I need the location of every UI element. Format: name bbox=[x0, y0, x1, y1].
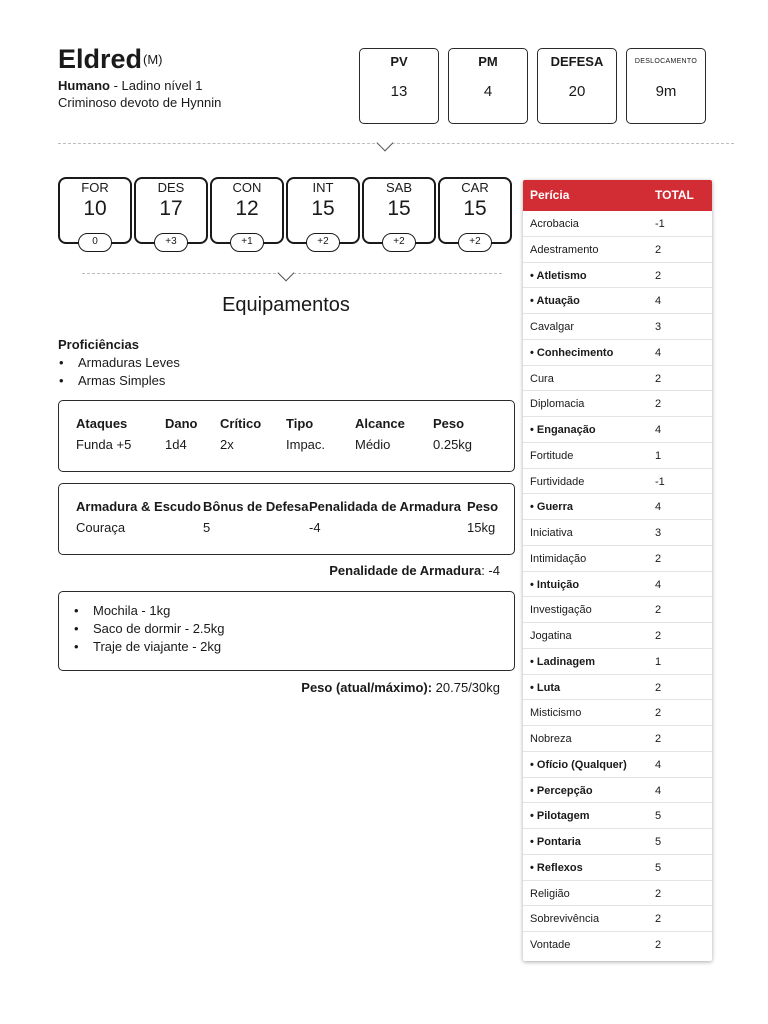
skill-name: • Luta bbox=[530, 681, 561, 694]
attribute-modifier: +1 bbox=[230, 233, 264, 252]
stat-label: PM bbox=[478, 54, 498, 69]
skill-row bbox=[523, 469, 712, 495]
stat-box-pv bbox=[359, 48, 439, 124]
skill-total: 4 bbox=[655, 758, 662, 771]
item-entry: • Mochila - 1kg bbox=[73, 602, 225, 620]
skill-total: 5 bbox=[655, 810, 662, 823]
armor-header-bonus: Bônus de Defesa bbox=[203, 499, 309, 514]
skill-total: 4 bbox=[655, 295, 662, 308]
skill-row bbox=[523, 829, 712, 855]
header-divider bbox=[58, 143, 734, 144]
character-name: Eldred bbox=[58, 44, 143, 74]
skills-rows bbox=[523, 211, 712, 958]
attribute-label: CON bbox=[232, 180, 262, 195]
skill-total: 4 bbox=[655, 346, 662, 359]
skill-total: 2 bbox=[655, 604, 662, 617]
stat-value: 20 bbox=[568, 83, 586, 100]
skill-name: • Atletismo bbox=[530, 269, 587, 282]
stat-value: 4 bbox=[483, 83, 493, 100]
skill-row bbox=[523, 932, 712, 958]
proficiency-item: • Armaduras Leves bbox=[58, 354, 180, 372]
skill-name: • Ladinagem bbox=[530, 655, 595, 668]
skill-name: Furtividade bbox=[530, 475, 585, 488]
attack-cell-name: Funda +5 bbox=[76, 437, 132, 452]
attribute-value: 15 bbox=[463, 197, 487, 220]
skill-name: • Conhecimento bbox=[530, 346, 614, 359]
attack-cell-peso: 0.25kg bbox=[433, 437, 473, 452]
skill-row bbox=[523, 288, 712, 314]
armor-cell-peso: 15kg bbox=[467, 520, 496, 535]
skill-name: Nobreza bbox=[530, 733, 572, 745]
attribute-label: SAB bbox=[385, 180, 412, 195]
skill-total: 3 bbox=[655, 527, 662, 539]
skill-total: 2 bbox=[655, 887, 662, 900]
skill-row bbox=[523, 623, 712, 649]
attribute-value: 12 bbox=[235, 197, 259, 220]
origin-deity-line: Criminoso devoto de Hynnin bbox=[58, 95, 222, 110]
armor-header-armadura: Armadura & Escudo bbox=[76, 499, 201, 514]
armor-cell-name: Couraça bbox=[76, 520, 126, 535]
attack-cell-critico: 2x bbox=[220, 437, 234, 452]
armor-cell-bonus: 5 bbox=[203, 520, 211, 535]
armor-penalty-label: Penalidade de Armadura bbox=[329, 563, 482, 578]
skill-name: Intimidação bbox=[530, 552, 587, 565]
skills-table bbox=[523, 180, 712, 961]
attacks-header-peso: Peso bbox=[433, 416, 465, 431]
skill-total: 5 bbox=[655, 861, 662, 874]
armor-header-penalidade: Penalidada de Armadura bbox=[309, 499, 461, 514]
skill-name: Vontade bbox=[530, 939, 571, 951]
race-class-line bbox=[58, 78, 203, 93]
skill-name: Acrobacia bbox=[530, 218, 579, 230]
item-entry: • Saco de dormir - 2.5kg bbox=[73, 620, 225, 638]
character-gender: (M) bbox=[143, 52, 163, 67]
attribute-value: 17 bbox=[159, 197, 183, 220]
skill-row bbox=[523, 494, 712, 520]
skill-total: 4 bbox=[655, 784, 662, 797]
attribute-int bbox=[286, 177, 360, 247]
armor-penalty-value: : -4 bbox=[481, 563, 500, 578]
skill-row bbox=[523, 597, 712, 623]
skill-name: Fortitude bbox=[530, 449, 574, 462]
items-list bbox=[73, 602, 225, 656]
skill-total: 2 bbox=[655, 913, 662, 926]
attribute-value: 15 bbox=[387, 197, 411, 220]
attribute-label: INT bbox=[312, 180, 334, 195]
attributes-divider-notch bbox=[278, 265, 295, 282]
skill-total: 2 bbox=[655, 681, 662, 694]
skill-total: 4 bbox=[655, 501, 662, 514]
stat-label: PV bbox=[390, 54, 408, 69]
stat-value: 13 bbox=[390, 83, 408, 100]
skill-row bbox=[523, 391, 712, 417]
skill-name: • Reflexos bbox=[530, 861, 583, 874]
armor-header-peso: Peso bbox=[467, 499, 499, 514]
attack-cell-alcance: Médio bbox=[355, 437, 391, 452]
skills-header bbox=[523, 180, 712, 211]
skill-total: 4 bbox=[655, 578, 662, 591]
attribute-car bbox=[438, 177, 512, 247]
skill-total: 2 bbox=[655, 733, 662, 745]
skill-total: 2 bbox=[655, 398, 662, 411]
skills-header-total: TOTAL bbox=[655, 188, 694, 202]
skill-total: -1 bbox=[655, 475, 665, 488]
skill-row bbox=[523, 340, 712, 366]
attacks-header-tipo: Tipo bbox=[286, 416, 314, 431]
skill-row bbox=[523, 443, 712, 469]
skill-row bbox=[523, 855, 712, 881]
skill-total: 2 bbox=[655, 372, 662, 385]
skill-name: • Percepção bbox=[530, 784, 593, 797]
attribute-label: FOR bbox=[81, 180, 109, 195]
stat-box-pm bbox=[448, 48, 528, 124]
proficiencies-title: Proficiências bbox=[58, 337, 139, 352]
attacks-table bbox=[58, 400, 515, 472]
attribute-modifier: +2 bbox=[306, 233, 340, 252]
attribute-label: DES bbox=[157, 180, 185, 195]
skill-name: • Pontaria bbox=[530, 836, 581, 848]
skill-row bbox=[523, 211, 712, 237]
race-label: Humano bbox=[58, 78, 110, 93]
skill-row bbox=[523, 881, 712, 907]
attacks-header-ataques: Ataques bbox=[76, 416, 128, 431]
skill-name: Cavalgar bbox=[530, 321, 575, 333]
skill-name: Sobrevivência bbox=[530, 913, 600, 926]
skill-row bbox=[523, 906, 712, 932]
skill-name: • Enganação bbox=[530, 424, 596, 436]
skill-row bbox=[523, 726, 712, 752]
skill-name: • Guerra bbox=[530, 501, 573, 514]
skill-total: 1 bbox=[655, 449, 662, 462]
attribute-value: 15 bbox=[311, 197, 335, 220]
attack-cell-dano: 1d4 bbox=[165, 437, 187, 452]
armor-cell-penalidade: -4 bbox=[309, 520, 321, 535]
attribute-modifier: 0 bbox=[78, 233, 112, 252]
skill-name: • Atuação bbox=[530, 295, 580, 308]
stat-box-defesa bbox=[537, 48, 617, 124]
skill-row bbox=[523, 778, 712, 804]
proficiencies-list bbox=[58, 354, 180, 390]
skill-row bbox=[523, 314, 712, 340]
skill-row bbox=[523, 237, 712, 263]
skill-row bbox=[523, 263, 712, 289]
skill-row bbox=[523, 520, 712, 546]
skill-row bbox=[523, 803, 712, 829]
skill-row bbox=[523, 675, 712, 701]
skill-total: 1 bbox=[655, 655, 662, 668]
skill-name: Religião bbox=[530, 887, 570, 900]
skill-row bbox=[523, 546, 712, 572]
skill-total: 2 bbox=[655, 243, 662, 256]
attribute-value: 10 bbox=[83, 197, 107, 220]
equipment-title: Equipamentos bbox=[222, 294, 350, 316]
attribute-label: CAR bbox=[461, 180, 489, 195]
skill-name: • Intuição bbox=[530, 578, 580, 591]
skill-total: 2 bbox=[655, 939, 662, 951]
skill-name: Adestramento bbox=[530, 243, 599, 256]
weight-label: Peso (atual/máximo): bbox=[301, 680, 433, 695]
skill-row bbox=[523, 649, 712, 675]
weight-total bbox=[301, 680, 500, 695]
skill-row bbox=[523, 366, 712, 392]
skill-total: 2 bbox=[655, 630, 662, 642]
skill-name: • Pilotagem bbox=[530, 810, 590, 823]
attacks-header-dano: Dano bbox=[165, 416, 198, 431]
stat-box-deslocamento bbox=[626, 48, 706, 124]
skill-name: • Ofício (Qualquer) bbox=[530, 758, 627, 771]
skill-name: Iniciativa bbox=[530, 527, 573, 539]
skill-name: Diplomacia bbox=[530, 398, 585, 411]
skill-name: Jogatina bbox=[530, 630, 572, 642]
skill-name: Investigação bbox=[530, 604, 592, 617]
header-divider-notch bbox=[377, 135, 394, 152]
attribute-con bbox=[210, 177, 284, 247]
skill-total: 2 bbox=[655, 269, 662, 282]
skill-row bbox=[523, 752, 712, 778]
skill-total: -1 bbox=[655, 218, 665, 230]
skill-total: 4 bbox=[655, 424, 662, 436]
armor-penalty-total bbox=[329, 563, 500, 578]
skill-total: 5 bbox=[655, 836, 662, 848]
attribute-sab bbox=[362, 177, 436, 247]
skill-row bbox=[523, 700, 712, 726]
skill-name: Misticismo bbox=[530, 707, 582, 720]
attribute-modifier: +2 bbox=[458, 233, 492, 252]
stat-value: 9m bbox=[655, 83, 677, 100]
skills-header-name: Perícia bbox=[530, 188, 570, 202]
stat-label: DEFESA bbox=[550, 54, 604, 69]
attribute-modifier: +2 bbox=[382, 233, 416, 252]
attacks-header-alcance: Alcance bbox=[355, 416, 405, 431]
class-level-label: - Ladino nível 1 bbox=[110, 78, 203, 93]
items-box bbox=[58, 591, 515, 671]
skill-total: 2 bbox=[655, 707, 662, 720]
armor-table bbox=[58, 483, 515, 555]
attack-cell-tipo: Impac. bbox=[286, 437, 326, 452]
stat-label: DESLOCAMENTO bbox=[634, 58, 698, 65]
attribute-des bbox=[134, 177, 208, 247]
skill-total: 3 bbox=[655, 321, 662, 333]
weight-value: 20.75/30kg bbox=[432, 680, 500, 695]
item-entry: • Traje de viajante - 2kg bbox=[73, 638, 225, 656]
skill-total: 2 bbox=[655, 552, 662, 565]
attribute-for bbox=[58, 177, 132, 247]
skill-name: Cura bbox=[530, 372, 554, 385]
skill-row bbox=[523, 417, 712, 443]
skill-row bbox=[523, 572, 712, 598]
attribute-modifier: +3 bbox=[154, 233, 188, 252]
attacks-header-critico: Crítico bbox=[220, 416, 262, 431]
proficiency-item: • Armas Simples bbox=[58, 372, 180, 390]
